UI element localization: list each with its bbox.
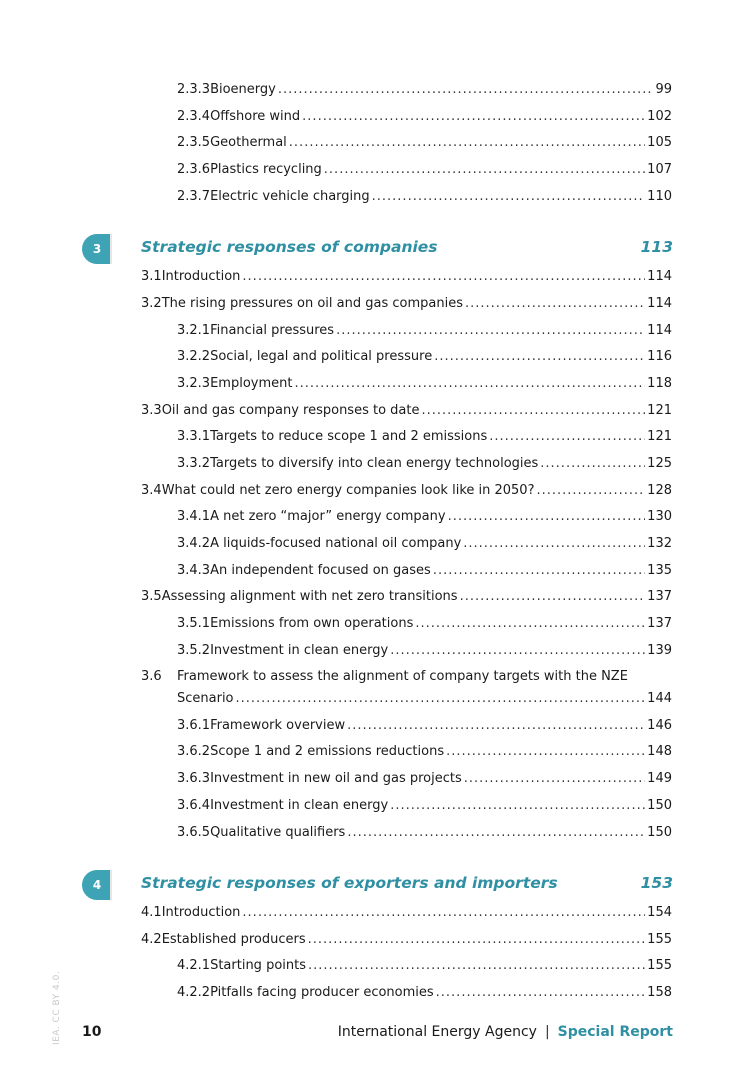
toc-entry-number: 2.3.3 [177, 82, 211, 97]
toc-entry-number: 4.2.2 [177, 985, 211, 1000]
page-number: 10 [82, 1024, 102, 1040]
toc-entry[interactable] [177, 716, 672, 736]
toc-entry-number: 3.6.1 [177, 718, 211, 733]
publisher-name: International Energy Agency [337, 1024, 537, 1040]
toc-entry[interactable] [177, 561, 672, 581]
toc-entry-page: 114 [647, 323, 672, 338]
toc-entry-title: Scope 1 and 2 emissions reductions [210, 744, 445, 759]
chapter-tab-edge [110, 234, 112, 264]
leader-dots [448, 507, 646, 527]
toc-entry-page: 155 [647, 932, 672, 947]
leader-dots [324, 160, 645, 180]
toc-entry-title: Social, legal and political pressure [210, 349, 433, 364]
chapter-title: Strategic responses of companies [141, 238, 438, 256]
footer-separator: | [544, 1024, 550, 1040]
toc-entry-title: Employment [210, 376, 293, 391]
toc-entry-title: Investment in clean energy [210, 798, 389, 813]
toc-entry[interactable] [177, 742, 672, 762]
toc-entry-page: 158 [647, 985, 672, 1000]
toc-entry-number: 2.3.6 [177, 162, 211, 177]
toc-entry[interactable] [177, 534, 672, 554]
toc-entry-number: 3.4.1 [177, 509, 211, 524]
toc-entry-title: Introduction [161, 905, 241, 920]
toc-entry-page: 150 [647, 825, 672, 840]
leader-dots [308, 930, 646, 950]
toc-entry-title: A liquids-focused national oil company [210, 536, 462, 551]
toc-entry-page: 110 [647, 189, 672, 204]
leader-dots [347, 716, 645, 736]
leader-dots [302, 107, 645, 127]
toc-entry-number: 3.4.2 [177, 536, 211, 551]
toc-entry[interactable] [177, 614, 672, 634]
leader-dots [446, 742, 645, 762]
toc-entry-multiline[interactable] [141, 667, 672, 687]
toc-entry[interactable] [141, 930, 672, 950]
leader-dots [390, 641, 645, 661]
toc-entry-page: 135 [647, 563, 672, 578]
toc-entry-page: 105 [647, 135, 672, 150]
leader-dots [236, 689, 646, 709]
toc-entry-page: 128 [647, 483, 672, 498]
leader-dots [434, 347, 645, 367]
toc-entry[interactable] [177, 187, 672, 207]
toc-entry-title: The rising pressures on oil and gas companies [161, 296, 463, 311]
toc-entry[interactable] [177, 983, 672, 1003]
toc-entry-number: 3.5 [141, 589, 162, 604]
toc-entry-title: Assessing alignment with net zero transitions [161, 589, 458, 604]
toc-entry-title: Bioenergy [210, 82, 276, 97]
toc-entry-title: An independent focused on gases [210, 563, 431, 578]
toc-entry-page: 149 [647, 771, 672, 786]
toc-entry[interactable] [177, 321, 672, 341]
toc-entry-number: 3.6 [141, 669, 162, 684]
toc-entry-page: 121 [647, 429, 672, 444]
toc-entry[interactable] [177, 769, 672, 789]
toc-entry-title: Established producers [161, 932, 306, 947]
toc-entry-title: Framework to assess the alignment of company targets with the NZE [177, 669, 628, 684]
toc-entry-number: 3.3.1 [177, 429, 211, 444]
leader-dots [308, 956, 645, 976]
toc-entry[interactable] [177, 427, 672, 447]
toc-entry-number: 3.5.1 [177, 616, 211, 631]
toc-entry-number: 4.2 [141, 932, 162, 947]
chapter-page: 113 [640, 238, 673, 256]
leader-dots [489, 427, 645, 447]
toc-entry-page: 118 [647, 376, 672, 391]
chapter-page: 153 [640, 874, 673, 892]
toc-entry-page: 139 [647, 643, 672, 658]
toc-entry-number: 3.4.3 [177, 563, 211, 578]
leader-dots [436, 983, 646, 1003]
toc-entry-number: 3.6.4 [177, 798, 211, 813]
license-watermark: IEA. CC BY 4.0. [52, 970, 62, 1045]
leader-dots [422, 401, 646, 421]
toc-entry-title: Targets to reduce scope 1 and 2 emissions [210, 429, 488, 444]
report-type: Special Report [557, 1024, 673, 1040]
toc-entry-number: 3.2.2 [177, 349, 211, 364]
toc-entry[interactable] [141, 587, 672, 607]
toc-entry[interactable] [177, 347, 672, 367]
toc-entry-number: 3.5.2 [177, 643, 211, 658]
toc-entry-title: Plastics recycling [210, 162, 322, 177]
toc-entry-page: 150 [647, 798, 672, 813]
toc-entry-number: 3.6.3 [177, 771, 211, 786]
toc-entry[interactable] [141, 267, 672, 287]
toc-entry[interactable] [141, 294, 672, 314]
footer-publisher [338, 1024, 673, 1040]
toc-entry-number: 2.3.4 [177, 109, 211, 124]
toc-entry-number: 3.2 [141, 296, 162, 311]
toc-entry-title: Qualitative qualifiers [210, 825, 346, 840]
toc-entry-page: 99 [655, 82, 672, 97]
chapter-tab: 4 [82, 870, 112, 900]
toc-entry[interactable] [177, 507, 672, 527]
toc-entry-title: Introduction [161, 269, 241, 284]
toc-entry[interactable] [177, 796, 672, 816]
toc-entry-number: 3.4 [141, 483, 162, 498]
toc-entry[interactable] [141, 401, 672, 421]
toc-entry-page: 125 [647, 456, 672, 471]
toc-entry[interactable] [177, 80, 672, 100]
toc-entry-page: 116 [647, 349, 672, 364]
toc-entry-title: Financial pressures [210, 323, 335, 338]
toc-entry-number: 4.1 [141, 905, 162, 920]
leader-dots [242, 267, 645, 287]
leader-dots [464, 769, 645, 789]
toc-entry-title: Investment in clean energy [210, 643, 389, 658]
leader-dots [540, 454, 645, 474]
leader-dots [347, 823, 645, 843]
leader-dots [278, 80, 654, 100]
toc-entry-number: 3.6.2 [177, 744, 211, 759]
toc-entry[interactable] [141, 481, 672, 501]
toc-entry-number: 3.3.2 [177, 456, 211, 471]
toc-entry[interactable] [177, 374, 672, 394]
leader-dots [433, 561, 645, 581]
toc-entry-number: 3.2.1 [177, 323, 211, 338]
toc-entry-number: 3.2.3 [177, 376, 211, 391]
toc-entry-page: 132 [647, 536, 672, 551]
chapter-title: Strategic responses of exporters and importers [141, 874, 558, 892]
toc-entry-page: 130 [647, 509, 672, 524]
toc-entry-page: 155 [647, 958, 672, 973]
toc-entry[interactable] [141, 903, 672, 923]
toc-entry-title-continued: Scenario [177, 691, 234, 706]
toc-entry-title: Starting points [210, 958, 306, 973]
toc-entry-page: 137 [647, 616, 672, 631]
toc-entry-page: 114 [647, 269, 672, 284]
leader-dots [465, 294, 645, 314]
toc-entry-title: A net zero “major” energy company [210, 509, 446, 524]
leader-dots [536, 481, 645, 501]
toc-entry[interactable] [177, 823, 672, 843]
toc-entry-page: 107 [647, 162, 672, 177]
toc-entry[interactable] [177, 641, 672, 661]
toc-entry-page: 148 [647, 744, 672, 759]
leader-dots [242, 903, 645, 923]
toc-entry[interactable] [177, 160, 672, 180]
toc-entry-title: Electric vehicle charging [210, 189, 370, 204]
toc-entry-page: 144 [647, 691, 672, 706]
toc-entry-number: 2.3.5 [177, 135, 211, 150]
toc-entry-title: Pitfalls facing producer economies [210, 985, 434, 1000]
toc-entry-number: 3.1 [141, 269, 162, 284]
toc-entry-page: 121 [647, 403, 672, 418]
toc-entry-page: 146 [647, 718, 672, 733]
toc-entry-title: Geothermal [210, 135, 287, 150]
toc-entry[interactable] [177, 133, 672, 153]
leader-dots [390, 796, 645, 816]
leader-dots [336, 321, 645, 341]
toc-entry-number: 2.3.7 [177, 189, 211, 204]
leader-dots [460, 587, 646, 607]
toc-entry-page: 102 [647, 109, 672, 124]
leader-dots [415, 614, 645, 634]
toc-entry-title: Oil and gas company responses to date [161, 403, 420, 418]
toc-entry-title: Targets to diversify into clean energy technologies [210, 456, 539, 471]
toc-entry-number: 4.2.1 [177, 958, 211, 973]
leader-dots [289, 133, 645, 153]
toc-entry[interactable] [177, 454, 672, 474]
chapter-heading[interactable] [82, 870, 673, 900]
toc-entry-title: What could net zero energy companies look like in 2050? [161, 483, 535, 498]
toc-entry-continuation[interactable] [177, 689, 672, 709]
toc-entry-page: 137 [647, 589, 672, 604]
toc-entry[interactable] [177, 956, 672, 976]
chapter-heading[interactable] [82, 234, 673, 264]
toc-entry-page: 114 [647, 296, 672, 311]
toc-entry[interactable] [177, 107, 672, 127]
toc-entry-page: 154 [647, 905, 672, 920]
chapter-tab: 3 [82, 234, 112, 264]
toc-entry-title: Emissions from own operations [210, 616, 414, 631]
toc-entry-title: Offshore wind [210, 109, 301, 124]
leader-dots [463, 534, 645, 554]
toc-entry-title: Investment in new oil and gas projects [210, 771, 462, 786]
chapter-tab-edge [110, 870, 112, 900]
toc-entry-title: Framework overview [210, 718, 346, 733]
leader-dots [294, 374, 645, 394]
leader-dots [372, 187, 646, 207]
toc-entry-number: 3.6.5 [177, 825, 211, 840]
toc-entry-number: 3.3 [141, 403, 162, 418]
